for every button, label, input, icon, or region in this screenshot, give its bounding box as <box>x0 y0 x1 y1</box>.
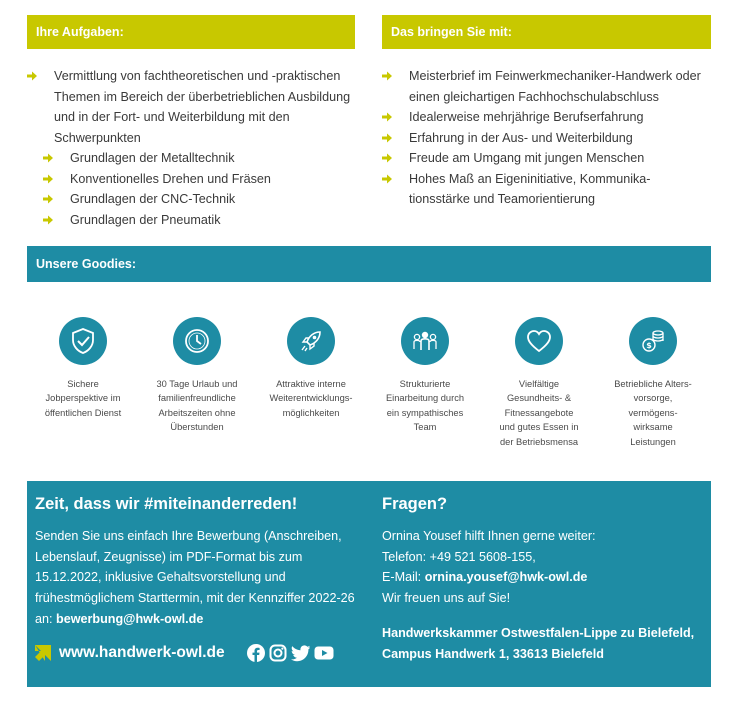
requirement-item <box>382 148 717 169</box>
heart-icon <box>515 317 563 365</box>
task-sub-text: Grundlagen der CNC-Technik <box>70 192 236 206</box>
arrow-right-icon <box>382 133 392 143</box>
contact-section <box>27 481 711 687</box>
requirement-item <box>382 107 717 128</box>
task-sub-text: Grundlagen der Metalltechnik <box>70 151 235 165</box>
contact-closing: Wir freuen uns auf Sie! <box>382 591 511 606</box>
arrow-right-icon <box>382 112 392 122</box>
email-label: E-Mail: <box>382 570 422 585</box>
youtube-icon[interactable] <box>314 645 334 661</box>
contact-details <box>382 526 707 609</box>
rocket-icon <box>287 317 335 365</box>
facebook-icon[interactable] <box>247 644 265 662</box>
requirement-text: Hohes Maß an Eigeninitiative, Kommunika- tionsstärke und Teamorientierung <box>409 171 651 206</box>
website-link[interactable]: www.handwerk-owl.de <box>59 644 225 661</box>
task-sub-item <box>27 169 357 190</box>
goodie-text: 30 Tage Urlaub und familienfreundliche Arbeitszeiten ohne Überstunden <box>156 379 238 433</box>
arrow-right-icon <box>27 71 37 81</box>
task-item <box>27 66 357 148</box>
goodie-pension <box>598 317 708 449</box>
application-text <box>35 526 355 630</box>
task-sub-text: Konventionelles Drehen und Fräsen <box>70 171 271 186</box>
shield-check-icon <box>59 317 107 365</box>
requirement-text: Freude am Umgang mit jungen Menschen <box>409 151 645 165</box>
goodie-onboarding <box>370 317 480 435</box>
task-sub-text: Grundlagen der Pneumatik <box>70 212 221 227</box>
goodie-text: Attraktive interne Weiterentwicklungs- möglichkeiten <box>269 379 353 418</box>
twitter-icon[interactable] <box>291 645 310 662</box>
arrow-right-icon <box>43 215 53 225</box>
task-sub-item <box>27 210 357 231</box>
coins-icon <box>629 317 677 365</box>
goodie-health <box>484 317 594 449</box>
task-sub-item <box>27 189 357 210</box>
requirement-text: Idealerweise mehrjährige Berufserfahrung <box>409 110 644 124</box>
arrow-right-icon <box>43 153 53 163</box>
application-email-link[interactable]: bewerbung@hwk-owl.de <box>56 611 204 626</box>
goodies-header: Unsere Goodies: <box>27 246 711 282</box>
website-row <box>35 644 338 662</box>
clock-icon <box>173 317 221 365</box>
contact-right-title: Fragen? <box>382 495 448 513</box>
requirement-item <box>382 128 717 149</box>
svg-text:$: $ <box>646 341 652 350</box>
arrow-right-icon <box>382 174 392 184</box>
requirement-text: Erfahrung in der Aus- und Weiterbildung <box>409 130 633 145</box>
goodie-text: Strukturierte Einarbeitung durch ein sympathisches Team <box>385 379 465 433</box>
task-main-text: Vermittlung von fachtheoretischen und -praktischen Themen im Bereich der überbetrieblichen Ausbildung und in der Fort- und Weiterbildung mit den Schwerpunkten <box>54 69 351 145</box>
org-line-2: Campus Handwerk 1, 33613 Bielefeld <box>382 646 604 661</box>
organization-address <box>382 623 707 664</box>
contact-email-link[interactable]: ornina.yousef@hwk-owl.de <box>424 570 588 585</box>
requirement-item <box>382 169 717 210</box>
arrow-up-right-icon <box>35 645 51 661</box>
goodie-development <box>256 317 366 420</box>
requirement-text: Meisterbrief im Feinwerkmechaniker-Handwerk oder einen gleichartigen Fachhochschulabschluss <box>409 69 701 104</box>
arrow-right-icon <box>43 194 53 204</box>
goodie-text: Vielfältige Gesundheits- & Fitnessangebote und gutes Essen in der Betriebsmensa <box>499 379 579 447</box>
social-links <box>247 644 338 662</box>
requirements-header: Das bringen Sie mit: <box>382 15 711 49</box>
contact-left-title: Zeit, dass wir #miteinanderreden! <box>35 495 298 513</box>
instagram-icon[interactable] <box>269 644 287 662</box>
contact-email-row <box>382 567 707 588</box>
org-line-1: Handwerkskammer Ostwestfalen-Lippe zu Bielefeld, <box>382 626 695 640</box>
arrow-right-icon <box>382 71 392 81</box>
team-icon <box>401 317 449 365</box>
contact-intro: Ornina Yousef hilft Ihnen gerne weiter: <box>382 529 596 543</box>
arrow-right-icon <box>382 153 392 163</box>
goodie-text: Betriebliche Alters- vorsorge, vermögens- wirksame Leistungen <box>614 379 692 447</box>
goodie-vacation <box>142 317 252 435</box>
contact-phone: Telefon: +49 521 5608-155, <box>382 549 536 564</box>
goodie-text: Sichere Jobperspektive im öffentlichen Dienst <box>44 379 122 418</box>
tasks-header: Ihre Aufgaben: <box>27 15 355 49</box>
goodie-job-security <box>28 317 138 420</box>
task-sub-item <box>27 148 357 169</box>
application-instructions: Senden Sie uns einfach Ihre Bewerbung (Anschreiben, Lebenslauf, Zeugnisse) im PDF-Format bis zum 15.12.2022, inklusive Gehaltsvorstellung und frühestmöglichem Starttermin, mit der Kennziffer 2022-26 an: <box>35 529 355 626</box>
requirement-item <box>382 66 717 107</box>
tasks-list <box>27 66 357 230</box>
requirements-list <box>382 66 717 210</box>
arrow-right-icon <box>43 174 53 184</box>
